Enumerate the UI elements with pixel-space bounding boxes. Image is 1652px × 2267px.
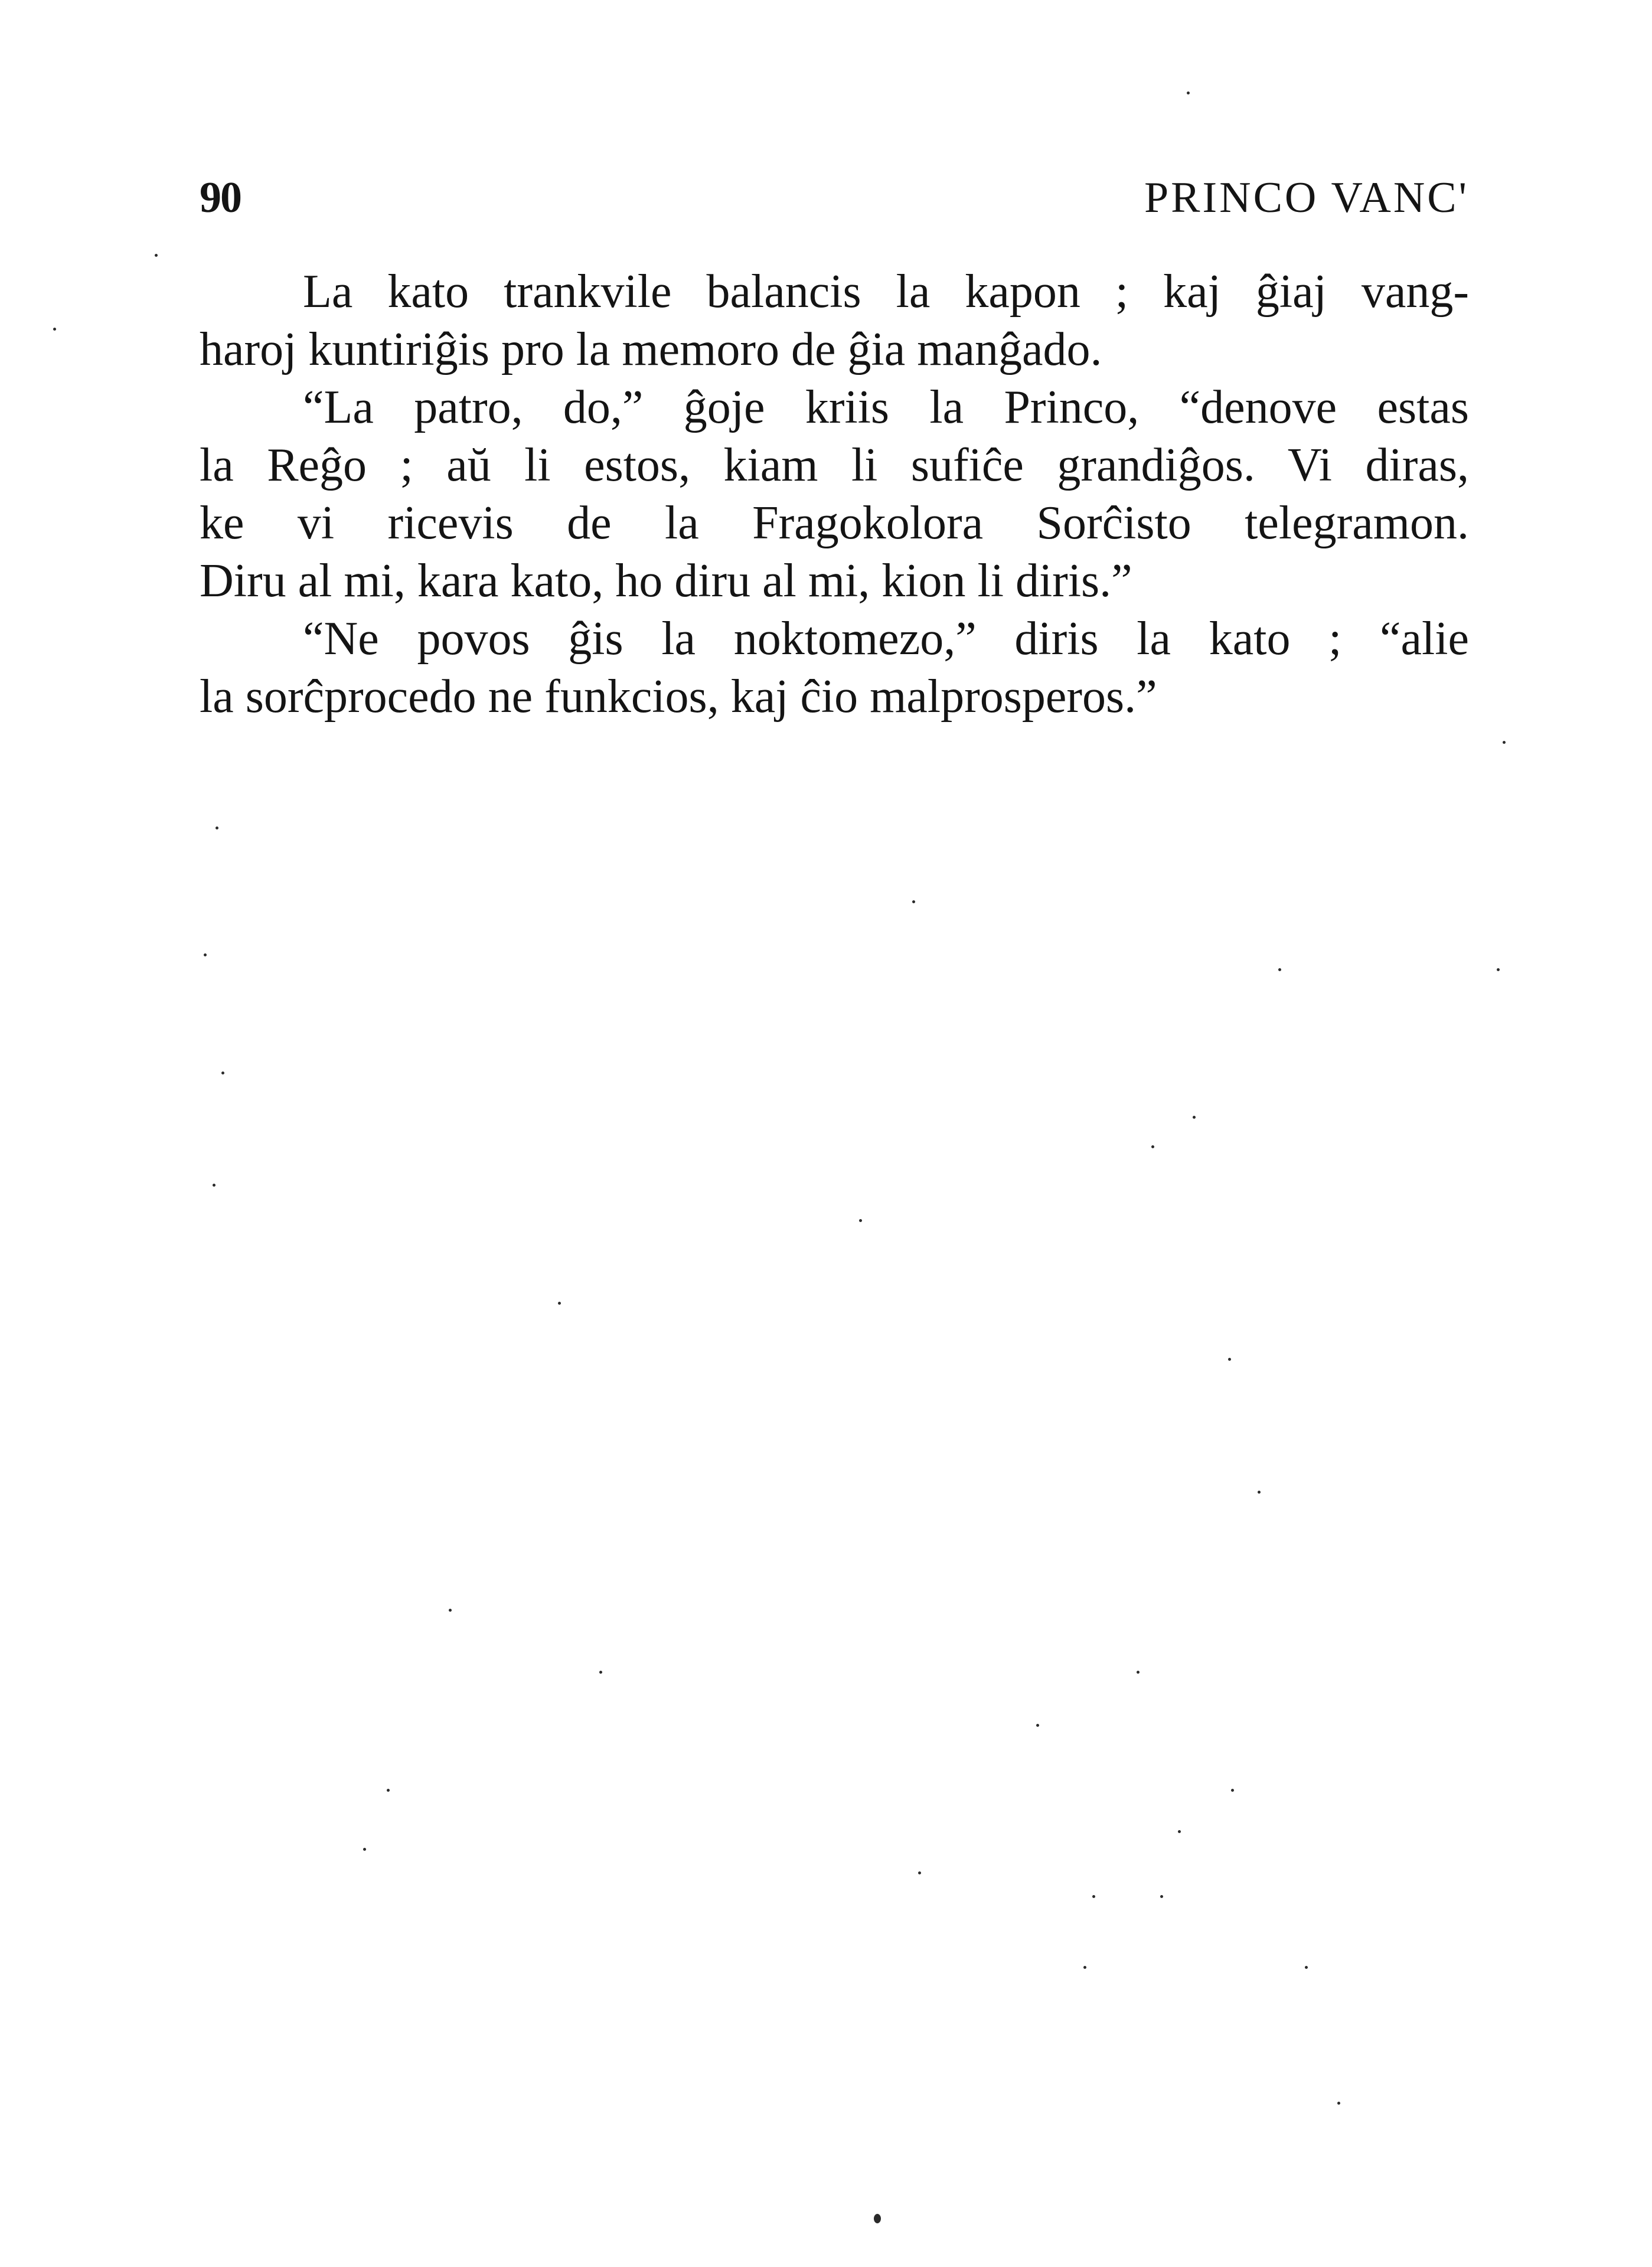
scan-speck <box>1036 1724 1039 1727</box>
scan-speck <box>558 1302 561 1305</box>
text-line: la Reĝo ; aŭ li estos, kiam li sufiĉe grandiĝos. Vi diras, <box>200 439 1469 491</box>
scan-speck <box>1083 1966 1086 1969</box>
text-line: “La patro, do,” ĝoje kriis la Princo, “denove estas <box>303 381 1469 433</box>
scan-speck <box>1151 1145 1154 1148</box>
scan-speck <box>204 953 207 956</box>
text-line: haroj kuntiriĝis pro la memoro de ĝia manĝado. <box>200 324 1102 375</box>
scan-speck <box>216 827 218 829</box>
scan-speck <box>874 2214 881 2223</box>
scan-speck <box>1305 1966 1308 1969</box>
running-title: PRINCO VANC' <box>1144 174 1469 222</box>
scan-speck <box>155 254 158 257</box>
scan-speck <box>1258 1491 1261 1494</box>
scan-speck <box>213 1184 216 1187</box>
scan-speck <box>1193 1116 1196 1119</box>
body-text <box>200 263 1469 726</box>
text-line: ke vi ricevis de la Fragokolora Sorĉisto telegramon. <box>200 497 1469 549</box>
scan-speck <box>912 900 915 903</box>
scan-speck <box>599 1671 602 1674</box>
scan-speck <box>1187 92 1190 94</box>
scan-speck <box>53 328 56 331</box>
scan-speck <box>1503 741 1506 744</box>
scan-speck <box>1337 2102 1340 2105</box>
scan-speck <box>221 1072 224 1074</box>
scan-speck <box>1160 1895 1163 1898</box>
scan-speck <box>1178 1830 1181 1833</box>
scan-speck <box>1231 1789 1234 1792</box>
scan-speck <box>1228 1358 1231 1361</box>
running-head <box>200 171 1469 224</box>
scan-speck <box>1497 968 1500 971</box>
scan-speck <box>363 1848 366 1851</box>
text-line: Diru al mi, kara kato, ho diru al mi, kion li diris.” <box>200 555 1132 607</box>
text-line: La kato trankvile balancis la kapon ; kaj ĝiaj vang- <box>303 266 1469 318</box>
scan-speck <box>918 1871 921 1874</box>
scan-speck <box>1092 1895 1095 1898</box>
scan-speck <box>387 1789 390 1792</box>
scan-speck <box>1278 968 1281 971</box>
scan-speck <box>449 1609 452 1612</box>
text-line: la sorĉprocedo ne funkcios, kaj ĉio malprosperos.” <box>200 671 1157 723</box>
text-line: “Ne povos ĝis la noktomezo,” diris la kato ; “alie <box>303 613 1469 665</box>
scan-speck <box>859 1219 862 1222</box>
page-number: 90 <box>200 174 241 222</box>
scan-speck <box>1137 1671 1140 1674</box>
